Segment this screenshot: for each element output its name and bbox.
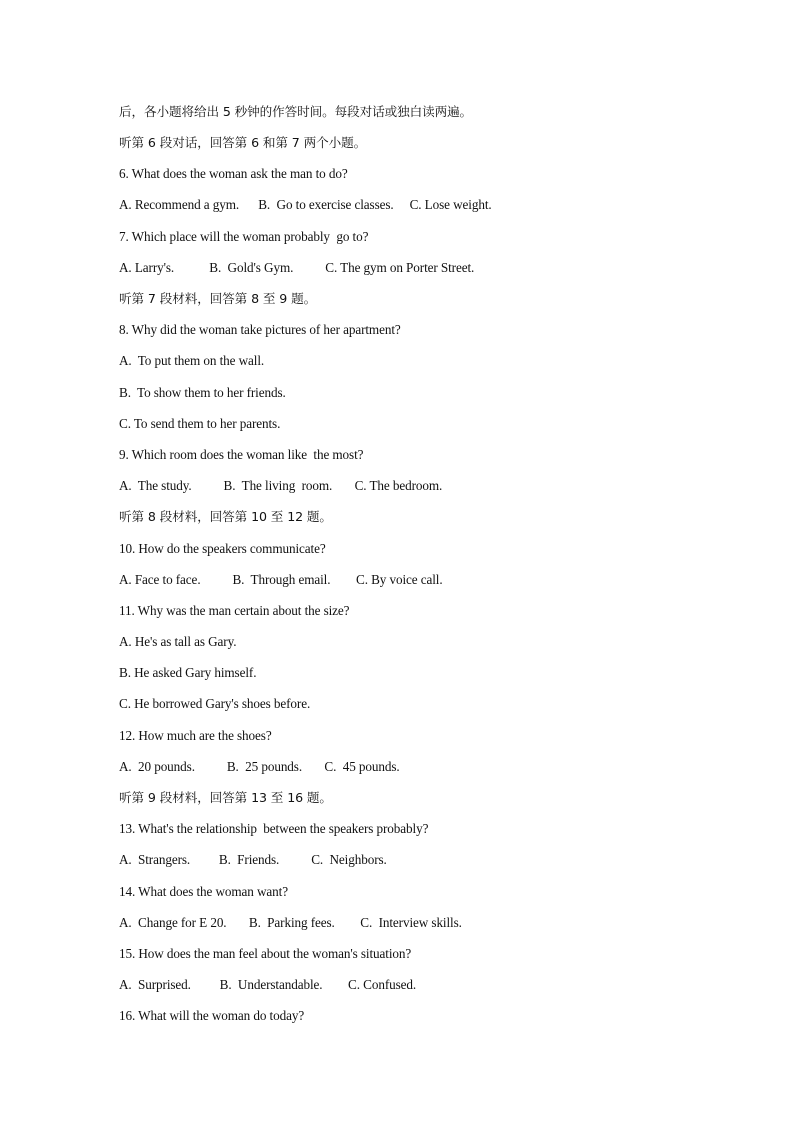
question-11-option-b: B. He asked Gary himself. — [119, 665, 257, 680]
question-8-option-b: B. To show them to her friends. — [119, 385, 286, 400]
question-14: 14. What does the woman want? — [119, 884, 288, 899]
instruction-text: 后，各小题将给出 5 秒钟的作答时间。每段对话或独白读两遍。 — [119, 104, 473, 119]
question-12-options: A. 20 pounds. B. 25 pounds. C. 45 pounds. — [119, 759, 400, 774]
question-15: 15. How does the man feel about the woman's situation? — [119, 946, 412, 961]
question-10: 10. How do the speakers communicate? — [119, 541, 326, 556]
question-14-options: A. Change for E 20. B. Parking fees. C. Interview skills. — [119, 915, 462, 930]
question-12: 12. How much are the shoes? — [119, 728, 272, 743]
question-11: 11. Why was the man certain about the size? — [119, 603, 350, 618]
section-heading-6: 听第 6 段对话，回答第 6 和第 7 两个小题。 — [119, 135, 367, 150]
question-15-options: A. Surprised. B. Understandable. C. Confused. — [119, 977, 417, 992]
question-7-options: A. Larry's. B. Gold's Gym. C. The gym on Porter Street. — [119, 260, 475, 275]
question-8: 8. Why did the woman take pictures of her apartment? — [119, 322, 401, 337]
question-10-options: A. Face to face. B. Through email. C. By voice call. — [119, 572, 443, 587]
question-16: 16. What will the woman do today? — [119, 1008, 305, 1023]
question-9-options: A. The study. B. The living room. C. The bedroom. — [119, 478, 443, 493]
question-6-options: A. Recommend a gym. B. Go to exercise classes. C. Lose weight. — [119, 197, 492, 212]
question-11-option-c: C. He borrowed Gary's shoes before. — [119, 696, 311, 711]
section-heading-8: 听第 8 段材料，回答第 10 至 12 题。 — [119, 509, 332, 524]
question-8-option-c: C. To send them to her parents. — [119, 416, 281, 431]
question-9: 9. Which room does the woman like the most? — [119, 447, 364, 462]
question-8-option-a: A. To put them on the wall. — [119, 353, 265, 368]
question-11-option-a: A. He's as tall as Gary. — [119, 634, 237, 649]
section-heading-9: 听第 9 段材料，回答第 13 至 16 题。 — [119, 790, 332, 805]
question-13: 13. What's the relationship between the speakers probably? — [119, 821, 429, 836]
section-heading-7: 听第 7 段材料，回答第 8 至 9 题。 — [119, 291, 317, 306]
question-7: 7. Which place will the woman probably go to? — [119, 229, 369, 244]
question-13-options: A. Strangers. B. Friends. C. Neighbors. — [119, 852, 387, 867]
question-6: 6. What does the woman ask the man to do? — [119, 166, 348, 181]
